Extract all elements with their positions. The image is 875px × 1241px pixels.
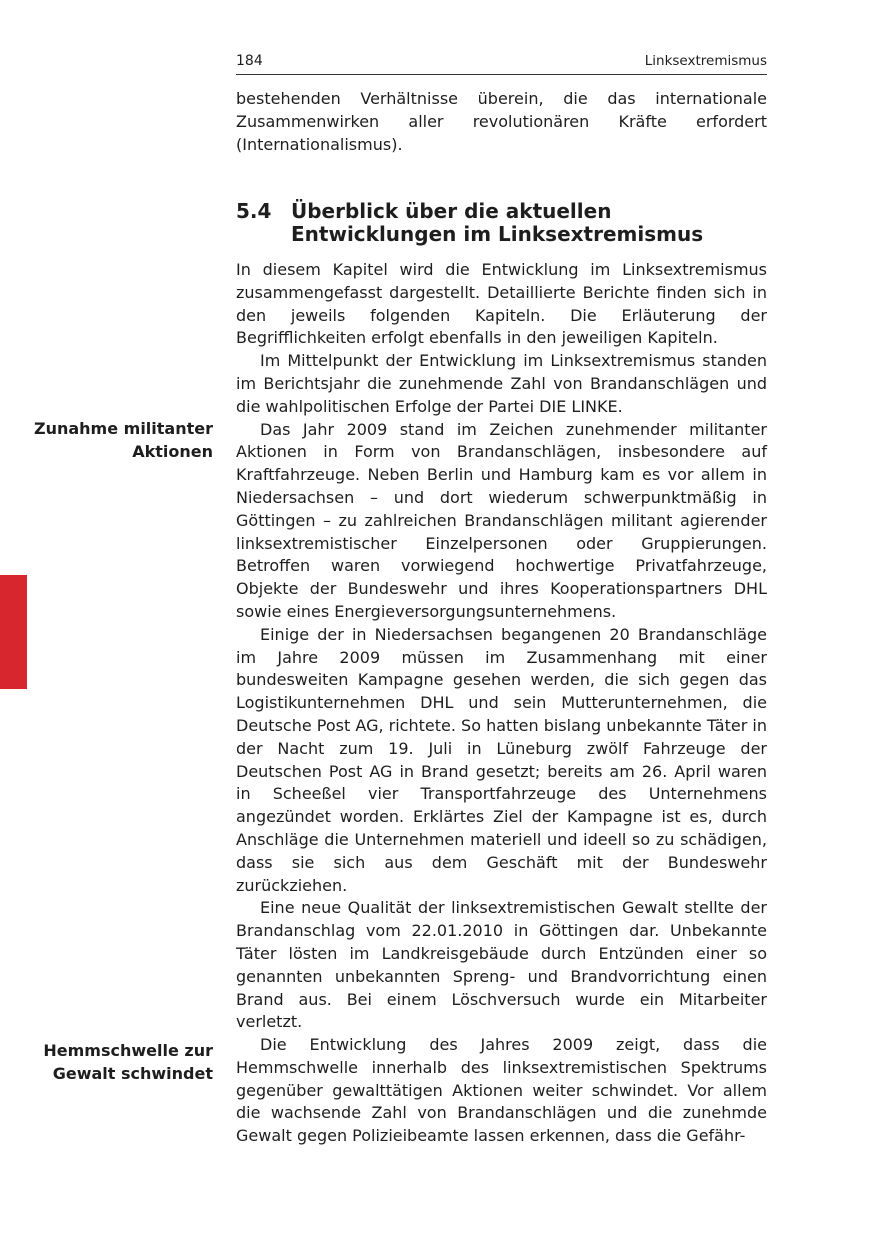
running-title: Linksextremismus [644, 53, 767, 69]
section-title: Überblick über die aktuellen Entwicklungen im Linksextremismus [291, 199, 704, 246]
page-header [236, 50, 767, 75]
body-text [236, 259, 767, 1148]
margin-note-inhibition: Hemmschwelle zur Gewalt schwindet [43, 1041, 213, 1083]
paragraph: Im Mittelpunkt der Entwicklung im Linksextremismus standen im Berichtsjahr die zunehmende Zahl von Brandanschlägen und die wahlpolitischen Erfolge der Partei DIE LINKE. [236, 351, 767, 416]
section-number: 5.4 [236, 199, 272, 223]
paragraph: Das Jahr 2009 stand im Zeichen zunehmender militanter Aktionen in Form von Brandanschlägen, insbesondere auf Kraftfahrzeuge. Neben Berlin und Hamburg kam es vor allem in Niedersachsen – und dort wiederum schwerpunktmäßig in Göttingen – zu zahlreichen Brandanschlägen militant agierender linksextremistischer Einzelpersonen oder Gruppierungen. Betroffen waren vorwiegend hochwertige Privatfahrzeuge, Objekte der Bundeswehr und ihres Kooperationspartners DHL sowie eines Energieversorgungsunternehmens. [236, 419, 767, 621]
paragraph: Die Entwicklung des Jahres 2009 zeigt, dass die Hemmschwelle innerhalb des linksextremistischen Spektrums gegenüber gewalttätigen Aktionen weiter schwindet. Vor allem die wachsende Zahl von Brandanschlägen und die zunehmde Gewalt gegen Polizieibeamte lassen erkennen, dass die Gefähr- [236, 1035, 767, 1146]
margin-note-militant-actions: Zunahme militanter Aktionen [33, 419, 213, 461]
paragraph: Einige der in Niedersachsen begangenen 20 Brandanschläge im Jahre 2009 müssen im Zusammenhang mit einer bundesweiten Kampagne gesehen werden, die sich gegen das Logistikunternehmen DHL und sein Mutterunternehmen, die Deutsche Post AG, richtete. So hatten bislang unbekannte Täter in der Nacht zum 19. Juli in Lüneburg zwölf Fahrzeuge der Deutschen Post AG in Brand gesetzt; bereits am 26. April waren in Scheeßel vier Transportfahrzeuge des Unternehmens angezündet worden. Erklärtes Ziel der Kampagne ist es, durch Anschläge die Unternehmen materiell und ideell so zu schädigen, dass sie sich aus dem Geschäft mit der Bundeswehr zurückziehen. [236, 624, 767, 895]
intro-text [236, 88, 767, 156]
chapter-marker-tab [0, 575, 27, 689]
page-number: 184 [236, 53, 263, 69]
intro-paragraph: bestehenden Verhältnisse überein, die das internationale Zusammenwirken aller revolutionären Kräfte erfordert (Internationalismus). [236, 89, 767, 154]
paragraph: Eine neue Qualität der linksextremistischen Gewalt stellte der Brandanschlag vom 22.01.2010 in Göttingen dar. Unbekannte Täter lösten im Landkreisgebäude durch Entzünden einer so genannten unbekannten Spreng- und Brandvorrichtung einen Brand aus. Bei einem Löschversuch wurde ein Mitarbeiter verletzt. [236, 898, 767, 1032]
paragraph: In diesem Kapitel wird die Entwicklung im Linksextremismus zusammengefasst dargestellt. Detaillierte Berichte finden sich in den jeweils folgenden Kapiteln. Die Erläuterung der Begrifflichkeiten erfolgt ebenfalls in den jeweiligen Kapiteln. [236, 260, 767, 348]
